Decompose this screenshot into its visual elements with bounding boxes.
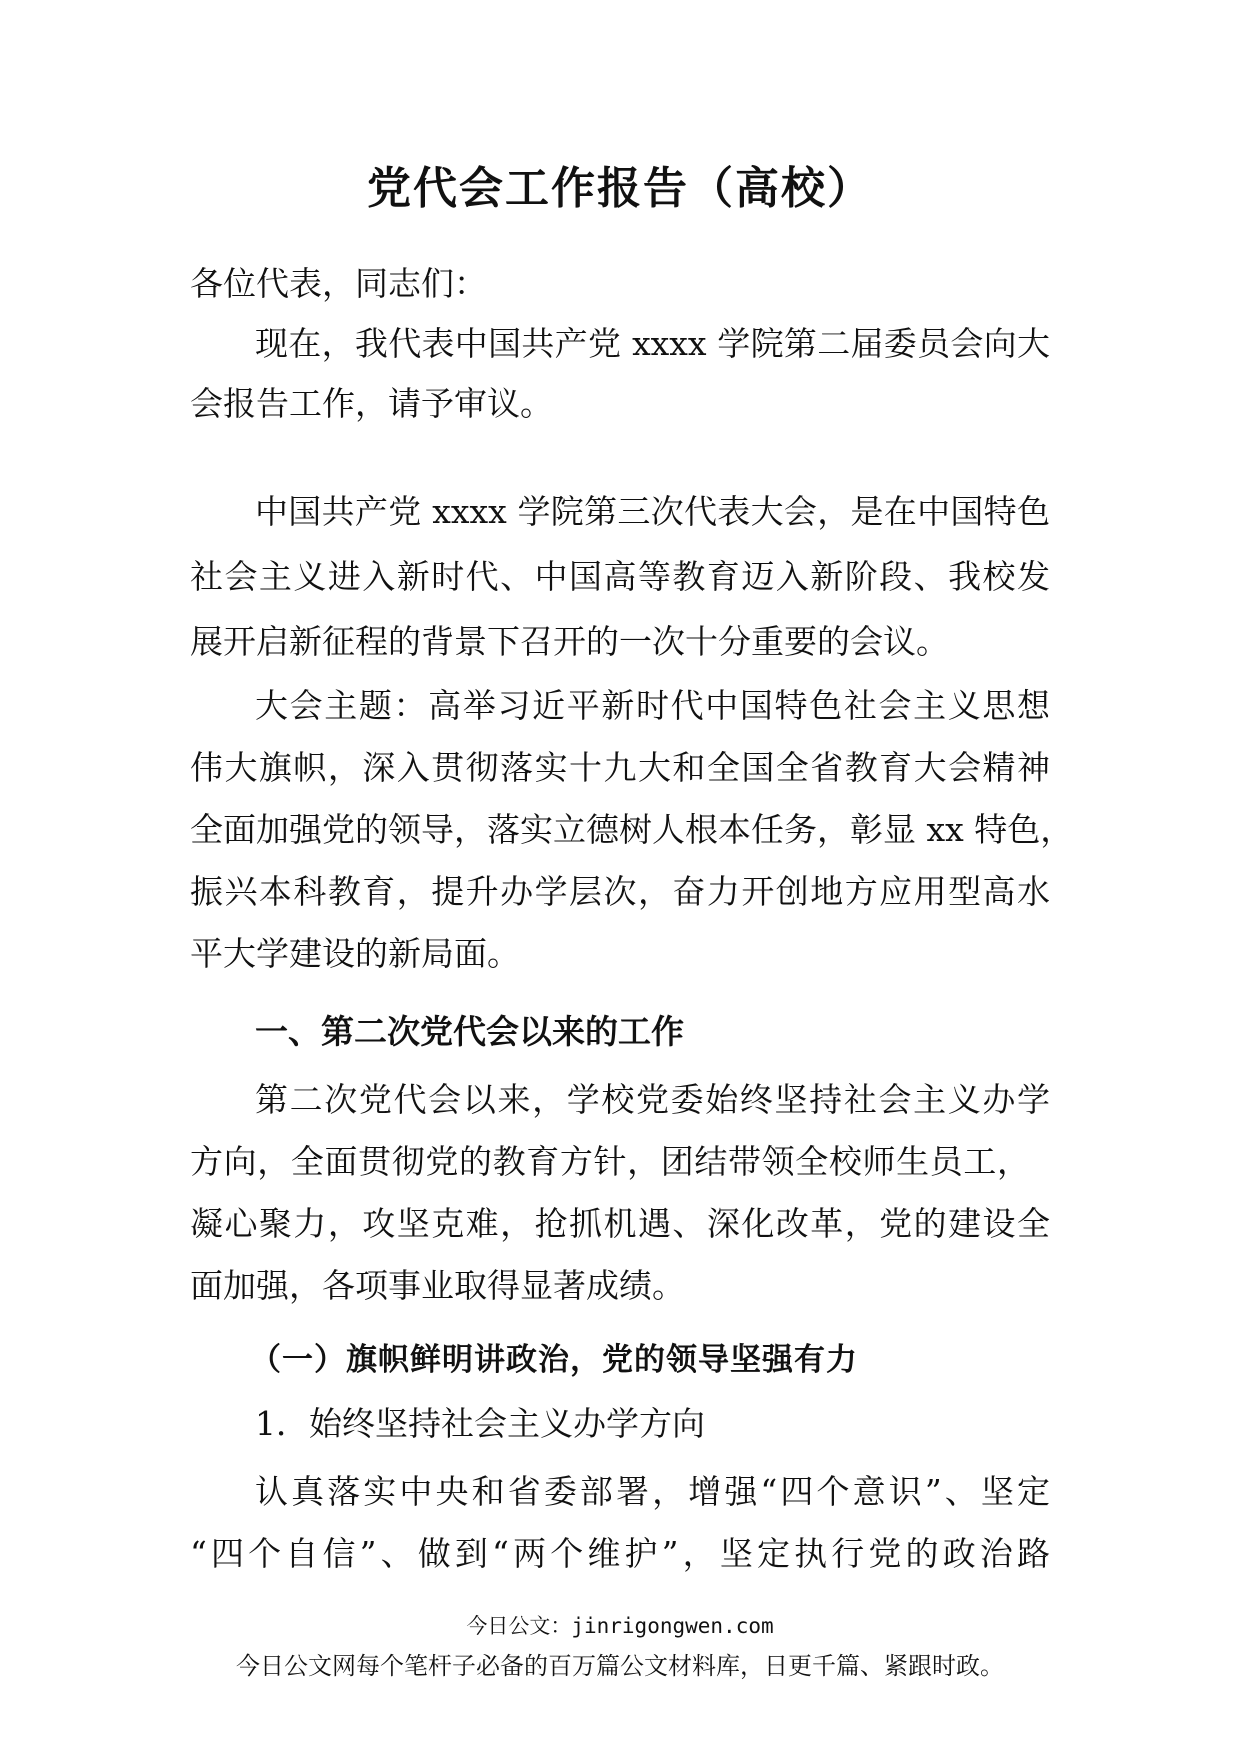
body-line: 会报告工作，请予审议。 bbox=[190, 384, 553, 423]
body-line: 认真落实中央和省委部署，增强“四个意识”、坚定 bbox=[255, 1472, 1050, 1511]
body-line: 全面加强党的领导，落实立德树人根本任务，彰显 xx 特色， bbox=[190, 810, 1074, 849]
salutation-line: 各位代表，同志们： bbox=[190, 264, 487, 303]
body-line: 中国共产党 xxxx 学院第三次代表大会，是在中国特色 bbox=[255, 492, 1050, 531]
body-line: 面加强，各项事业取得显著成绩。 bbox=[190, 1266, 685, 1305]
body-line: 大会主题：高举习近平新时代中国特色社会主义思想 bbox=[255, 686, 1050, 725]
body-line: 伟大旗帜，深入贯彻落实十九大和全国全省教育大会精神 bbox=[190, 748, 1050, 787]
footer-site-label: 今日公文： bbox=[466, 1614, 572, 1638]
footer-site bbox=[0, 1610, 1240, 1640]
body-line: 平大学建设的新局面。 bbox=[190, 934, 520, 973]
item-heading: 1．始终坚持社会主义办学方向 bbox=[255, 1404, 705, 1443]
body-line: 凝心聚力，攻坚克难，抢抓机遇、深化改革，党的建设全 bbox=[190, 1204, 1050, 1243]
body-line: 方向，全面贯彻党的教育方针，团结带领全校师生员工， bbox=[190, 1142, 1030, 1181]
body-line: 振兴本科教育，提升办学层次，奋力开创地方应用型高水 bbox=[190, 872, 1050, 911]
body-line: 第二次党代会以来，学校党委始终坚持社会主义办学 bbox=[255, 1080, 1050, 1119]
body-line: 展开启新征程的背景下召开的一次十分重要的会议。 bbox=[190, 622, 949, 661]
section-heading: 一、第二次党代会以来的工作 bbox=[255, 1012, 684, 1051]
document-title: 党代会工作报告（高校） bbox=[367, 163, 873, 214]
body-line: “四个自信”、做到“两个维护”，坚定执行党的政治路 bbox=[190, 1534, 1050, 1573]
subsection-heading: （一）旗帜鲜明讲政治，党的领导坚强有力 bbox=[250, 1342, 858, 1378]
body-line: 社会主义进入新时代、中国高等教育迈入新阶段、我校发 bbox=[190, 557, 1050, 596]
footer-slogan: 今日公文网每个笔杆子必备的百万篇公文材料库，日更千篇、紧跟时政。 bbox=[236, 1652, 1004, 1680]
body-line: 现在，我代表中国共产党 xxxx 学院第二届委员会向大 bbox=[255, 324, 1050, 363]
footer-site-link[interactable]: jinrigongwen.com bbox=[571, 1614, 774, 1638]
